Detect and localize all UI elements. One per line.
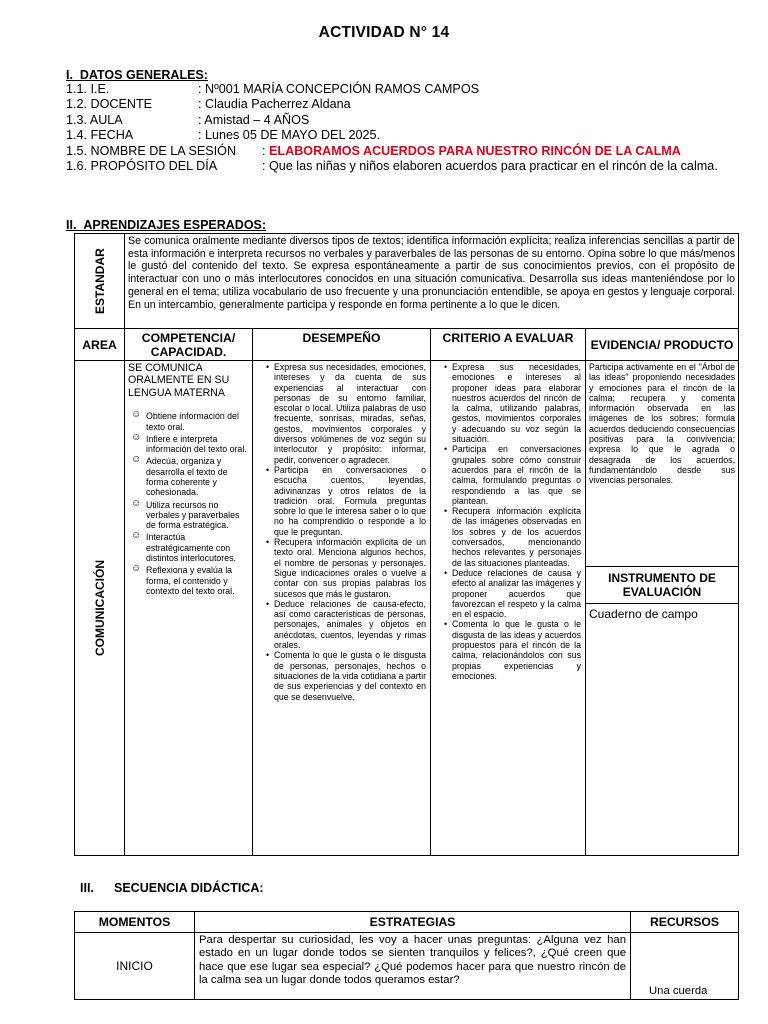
header-estrategias: ESTRATEGIAS: [195, 912, 631, 933]
desempeno-list: [265, 362, 426, 702]
instrumento-header: INSTRUMENTO DE EVALUACIÓN: [586, 566, 738, 604]
secuencia-row-inicio: [75, 933, 739, 1000]
datos-label: 1.5. NOMBRE DE LA SESIÓN: [66, 143, 237, 158]
desempeno-item: • Recupera información explícita de un texto oral. Menciona algunos hechos, el nombre de personas y personajes. Sigue indicaciones orales o vuelve a contar con sus propias palabras los sucesos que más le gustaron.: [274, 537, 426, 599]
criterio-list: [443, 362, 581, 681]
datos-row-proposito: [66, 159, 736, 190]
header-evidencia: EVIDENCIA/ PRODUCTO: [586, 329, 739, 361]
desempeno-cell: [253, 361, 431, 856]
capacidad-item: ☺ Interactúa estratégicamente con distintos interlocutores.: [146, 532, 249, 563]
estandar-row: [75, 234, 739, 329]
datos-value: : Claudia Pacherrez Aldana: [198, 97, 351, 112]
header-area: AREA: [75, 329, 125, 361]
content-row: [75, 361, 739, 856]
desempeno-item: • Comenta lo que le gusta o le disgusta de personas, personajes, hechos o situaciones de la vida cotidiana a partir de sus experiencias y del contexto en que se desenvuelve.: [274, 650, 426, 701]
datos-value: [262, 144, 681, 159]
area-label: COMUNICACIÓN: [92, 560, 107, 656]
momento-cell: INICIO: [75, 933, 195, 1000]
datos-row-sesion: [66, 144, 736, 159]
header-criterio: CRITERIO A EVALUAR: [431, 329, 586, 361]
competencia-title: SE COMUNICA ORALMENTE EN SU LENGUA MATERNA: [128, 362, 230, 399]
section-aprendizajes-heading: II._APRENDIZAJES ESPERADOS:: [66, 218, 267, 232]
criterio-item: • Participa en conversaciones grupales sobre cómo construir acuerdos para el rincón de la calma, formulando preguntas o respondiendo a las que se plantean.: [452, 444, 581, 506]
datos-value: : Que las niñas y niños elaboren acuerdos para practicar en el rincón de la calma.: [262, 158, 718, 173]
criterio-item: • Deduce relaciones de causa y efecto al analizar las imágenes y proponer acuerdos que favorezcan el respeto y la calma en el espacio.: [452, 568, 581, 619]
criterio-item: • Expresa sus necesidades, emociones e intereses al proponer ideas para elaborar nuestros acuerdos del rincón de la calma, utilizando palabras, gestos, movimientos corporales y adecuando su voz según la situación.: [452, 362, 581, 444]
section-secuencia-heading: [80, 881, 264, 895]
area-cell: [75, 361, 125, 856]
datos-generales: [66, 82, 736, 190]
datos-label: 1.1. I.E.: [66, 82, 110, 96]
header-competencia: COMPETENCIA/ CAPACIDAD.: [125, 329, 253, 361]
evidencia-text: Participa activamente en el "Árbol de las ideas" proponiendo necesidades y emociones para el rincón de la calma; recupera y comenta información observada en las imágenes de los sobres; formula acuerdos deduciendo consecuencias positivas para la convivencia; expresa lo que le agrada o desagrada de los acuerdos, fundamentándolo desde sus vivencias personales.: [589, 362, 736, 486]
secuencia-table: [74, 911, 739, 1000]
desempeno-item: • Participa en conversaciones o escucha cuentos, leyendas, adivinanzas y otros relatos de la tradición oral. Formula preguntas sobre lo que le interesa saber o lo que no ha comprendido o responde a lo que le preguntan.: [274, 465, 426, 537]
session-name: ELABORAMOS ACUERDOS PARA NUESTRO RINCÓN DE LA CALMA: [269, 143, 681, 158]
secuencia-header-row: [75, 912, 739, 933]
datos-row-fecha: [66, 128, 736, 143]
datos-label: 1.6. PROPÓSITO DEL DÍA: [66, 158, 218, 173]
secuencia-title: SECUENCIA DIDÁCTICA:: [114, 881, 264, 895]
datos-value: : Lunes 05 DE MAYO DEL 2025.: [198, 128, 381, 143]
datos-label: 1.4. FECHA: [66, 128, 134, 143]
criterio-item: • Comenta lo que le gusta o le disgusta de las ideas y acuerdos propuestos para el rincón de la calma, relacionándolos con sus propias experiencias y emociones.: [452, 619, 581, 681]
capacidad-item: ☺ Adecúa, organiza y desarrolla el texto de forma coherente y cohesionada.: [146, 456, 249, 497]
criterio-item: • Recupera información explícita de las imágenes observadas en los sobres y de los acuerdos conversados, mencionando hechos relevantes y personajes de las situaciones planteadas.: [452, 506, 581, 568]
datos-row-docente: [66, 97, 736, 112]
header-desempeno: DESEMPEÑO: [253, 329, 431, 361]
recurso-cell: Una cuerda: [631, 933, 739, 1000]
datos-colon: :: [262, 143, 269, 158]
estandar-label: ESTANDAR: [92, 248, 107, 314]
datos-label: 1.2. DOCENTE: [66, 97, 153, 112]
secuencia-number: III.: [80, 881, 94, 895]
datos-value: : Amistad – 4 AÑOS: [198, 112, 310, 127]
section-datos-heading: I._DATOS GENERALES:: [66, 68, 208, 82]
criterio-cell: [431, 361, 586, 856]
capacidad-item: ☺ Reflexiona y evalúa la forma, el contenido y contexto del texto oral.: [146, 565, 249, 596]
datos-label: 1.3. AULA: [66, 112, 123, 127]
aprendizajes-table: [74, 233, 739, 856]
capacidad-item: ☺ Utiliza recursos no verbales y paraverbales de forma estratégica.: [146, 500, 249, 531]
desempeno-item: • Expresa sus necesidades, emociones, intereses y da cuenta de sus experiencias al interactuar con personas de su entorno familiar, escolar o local. Utiliza palabras de uso frecuente, sonrisas, miradas, señas, gestos, movimientos corporales y diversos volúmenes de voz según su interlocutor y propósito: informar, pedir, convencer o agradecer.: [274, 362, 426, 465]
competencia-cell: [125, 361, 253, 856]
header-momentos: MOMENTOS: [75, 912, 195, 933]
capacidad-item: ☺ Obtiene información del texto oral.: [146, 411, 249, 432]
evidencia-cell: [586, 361, 739, 856]
page-title: ACTIVIDAD N° 14: [318, 24, 450, 41]
estandar-label-cell: [75, 234, 125, 329]
capacidades-list: [128, 411, 249, 596]
datos-row-aula: [66, 113, 736, 128]
estandar-text: Se comunica oralmente mediante diversos tipos de textos; identifica información explícita; realiza inferencias sencillas a partir de esta información e interpreta recursos no verbales y paraverbales de las personas de su entorno. Opina sobre lo que más/menos le gustó del contenido del texto. Se expresa espontáneamente a partir de sus conocimientos previos, con el propósito de interactuar con uno o más interlocutores conocidos en una situación comunicativa. Desarrolla sus ideas manteniéndose por lo general en el tema; utiliza vocabulario de uso frecuente y una pronunciación entendible, se apoya en gestos y lenguaje corporal. En un intercambio, generalmente participa y responde en forma pertinente a lo que le dicen.: [125, 234, 739, 329]
desempeno-item: • Deduce relaciones de causa-efecto, así como características de personas, personajes, animales y objetos en anécdotas, cuentos, leyendas y rimas orales.: [274, 599, 426, 650]
instrumento-value: Cuaderno de campo: [589, 607, 698, 621]
estrategia-cell: Para despertar su curiosidad, les voy a hacer unas preguntas: ¿Alguna vez han estado en un lugar donde todos se sienten tranquilos y felices?, ¿Qué creen que hace que ese lugar sea especial? ¿Qué podemos hacer para que nuestro rincón de la calma sea un lugar donde todos queramos estar?: [195, 933, 631, 1000]
datos-row-ie: [66, 82, 736, 97]
header-recursos: RECURSOS: [631, 912, 739, 933]
capacidad-item: ☺ Infiere e interpreta información del texto oral.: [146, 434, 249, 455]
datos-value: : Nº001 MARÍA CONCEPCIÓN RAMOS CAMPOS: [198, 82, 480, 96]
header-row: [75, 329, 739, 361]
